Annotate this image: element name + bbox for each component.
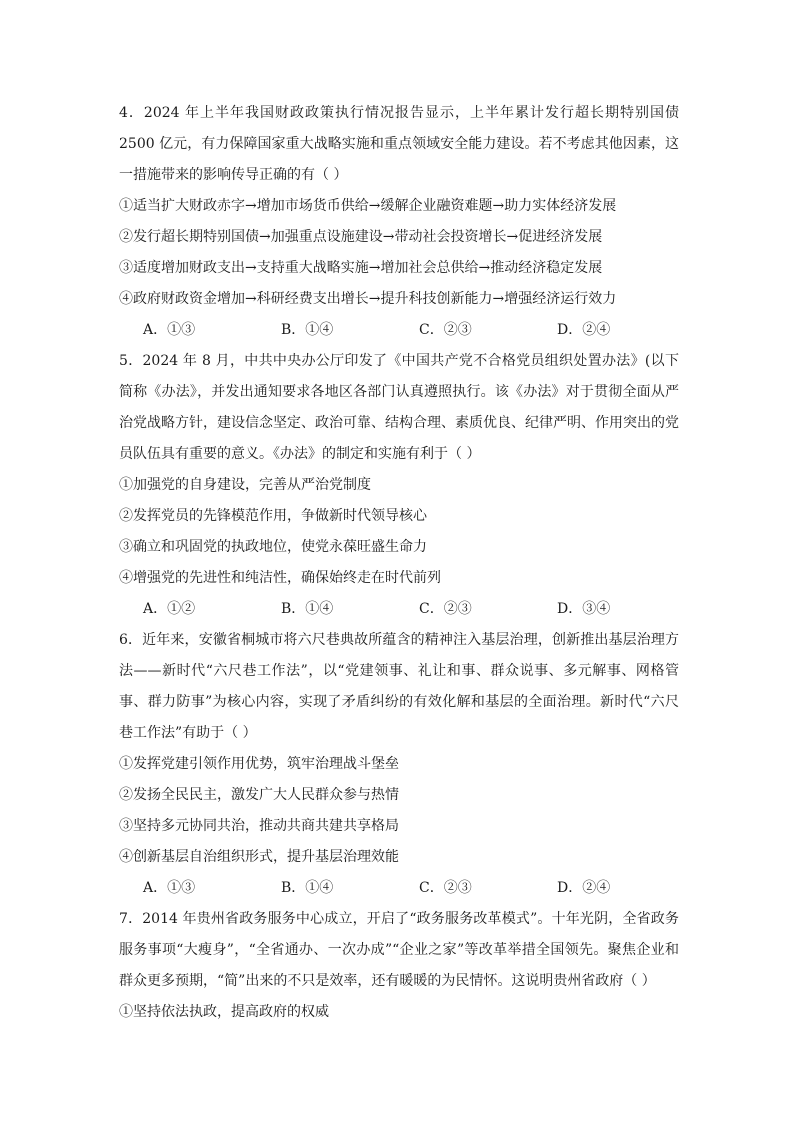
question-4-stem: 4．2024 年上半年我国财政政策执行情况报告显示，上半年累计发行超长期特别国债 2500 亿元，有力保障国家重大战略实施和重点领域安全能力建设。若不考虑其他因素，这一措施带来的影响传导正确的有（ ） — [119, 105, 679, 183]
question-6-option-4: ④创新基层自治组织形式，提升基层治理效能 — [119, 849, 399, 865]
question-5-choice-a: A．①② — [143, 601, 196, 617]
question-5 — [119, 346, 679, 625]
question-4-option-2: ②发行超长期特别国债→加强重点设施建设→带动社会投资增长→促进经济发展 — [119, 229, 603, 245]
question-5-option-2: ②发挥党员的先锋模范作用，争做新时代领导核心 — [119, 508, 427, 524]
question-4-choice-a: A．①③ — [143, 322, 196, 338]
question-6-stem: 6．近年来，安徽省桐城市将六尺巷典故所蕴含的精神注入基层治理，创新推出基层治理方法——新时代“六尺巷工作法”，以“党建领事、礼让和事、群众说事、多元解事、网格管事、群力防事”为核心内容，实现了矛盾纠纷的有效化解和基层的全面治理。新时代“六尺巷工作法”有助于（ ） — [119, 632, 679, 741]
question-7-option-1: ①坚持依法执政，提高政府的权威 — [119, 1004, 329, 1020]
question-6 — [119, 625, 679, 904]
question-4-option-3: ③适度增加财政支出→支持重大战略实施→增加社会总供给→推动经济稳定发展 — [119, 260, 603, 276]
question-5-choice-c: C．②③ — [419, 601, 472, 617]
question-4-choices — [119, 315, 679, 346]
question-4-choice-c: C．②③ — [419, 322, 472, 338]
question-7 — [119, 904, 679, 1028]
question-5-option-3: ③确立和巩固党的执政地位，使党永葆旺盛生命力 — [119, 539, 427, 555]
question-4-option-1: ①适当扩大财政赤字→增加市场货币供给→缓解企业融资难题→助力实体经济发展 — [119, 198, 617, 214]
question-4 — [119, 98, 679, 346]
question-6-option-1: ①发挥党建引领作用优势，筑牢治理战斗堡垒 — [119, 756, 399, 772]
question-4-option-4: ④政府财政资金增加→科研经费支出增长→提升科技创新能力→增强经济运行效力 — [119, 291, 617, 307]
question-6-choice-c: C．②③ — [419, 880, 472, 896]
question-6-choices — [119, 873, 679, 904]
question-5-choice-b: B．①④ — [281, 601, 334, 617]
page-content — [119, 98, 679, 1028]
question-6-choice-a: A．①③ — [143, 880, 196, 896]
question-5-option-1: ①加强党的自身建设，完善从严治党制度 — [119, 477, 371, 493]
question-5-choice-d: D．③④ — [557, 601, 611, 617]
question-6-option-3: ③坚持多元协同共治，推动共商共建共享格局 — [119, 818, 399, 834]
question-4-choice-d: D．②④ — [557, 322, 611, 338]
question-5-option-4: ④增强党的先进性和纯洁性，确保始终走在时代前列 — [119, 570, 441, 586]
question-6-choice-b: B．①④ — [281, 880, 334, 896]
question-6-option-2: ②发扬全民民主，激发广大人民群众参与热情 — [119, 787, 399, 803]
question-6-choice-d: D．②④ — [557, 880, 611, 896]
question-5-choices — [119, 594, 679, 625]
question-7-stem: 7．2014 年贵州省政务服务中心成立，开启了“政务服务改革模式”。十年光阴，全省政务服务事项“大瘦身”，“全省通办、一次办成”“企业之家”等改革举措全国领先。聚焦企业和群众更多预期，“简”出来的不只是效率，还有暖暖的为民情怀。这说明贵州省政府（ ） — [119, 911, 679, 989]
question-4-choice-b: B．①④ — [281, 322, 334, 338]
question-5-stem: 5．2024 年 8 月，中共中央办公厅印发了《中国共产党不合格党员组织处置办法》(以下简称《办法》，并发出通知要求各地区各部门认真遵照执行。该《办法》对于贯彻全面从严治党战略方针，建设信念坚定、政治可靠、结构合理、素质优良、纪律严明、作用突出的党员队伍具有重要的意义。《办法》的制定和实施有利于（ ） — [119, 353, 679, 462]
